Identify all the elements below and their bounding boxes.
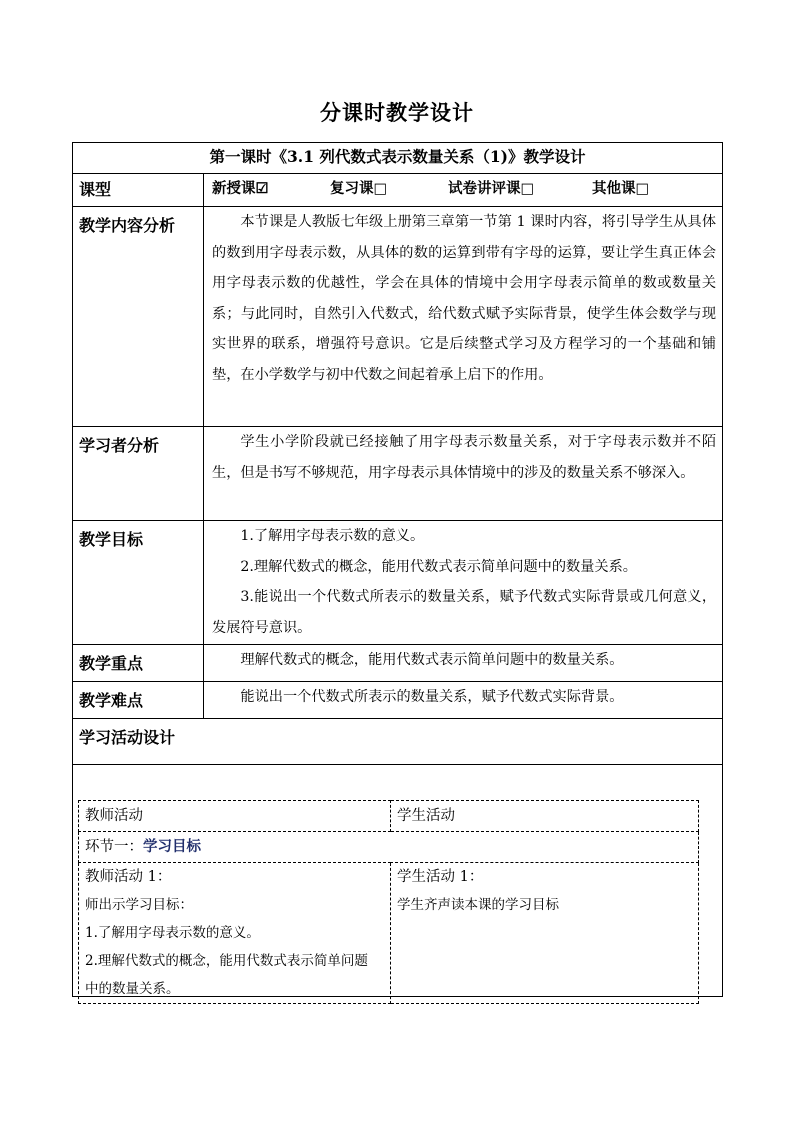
key-points-label: 教学重点 [73, 645, 204, 682]
learner-analysis-cell [204, 427, 723, 521]
teacher-activity-header: 教师活动 [79, 801, 391, 832]
difficulties-label: 教学难点 [73, 682, 204, 719]
teacher-activity-line: 2.理解代数式的概念，能用代数式表示简单问题 [85, 953, 368, 969]
document-title: 分课时教学设计 [320, 100, 474, 125]
activity-table [78, 800, 699, 1004]
lesson-subtitle: 第一课时《3.1 列代数式表示数量关系（1)》教学设计 [73, 143, 723, 174]
option-other-lesson: 其他课□ [592, 180, 650, 197]
content-analysis-cell [204, 207, 723, 427]
option-review-lesson: 复习课□ [330, 180, 388, 197]
student-activity-title: 学生活动 1： [397, 869, 484, 885]
step-one-row [79, 832, 699, 863]
objective-item: 2.理解代数式的概念，能用代数式表示简单问题中的数量关系。 [240, 558, 637, 575]
learner-analysis-label: 学习者分析 [73, 427, 204, 521]
teacher-activity-line: 中的数量关系。 [85, 981, 180, 997]
objective-item: 1.了解用字母表示数的意义。 [240, 528, 425, 544]
step-prefix: 环节一： [85, 839, 143, 855]
content-analysis-text: 本节课是人教版七年级上册第三章第一节第 1 课时内容，将引导学生从具体的数到用字母表示数，从具体的数的运算到带有字母的运算，要让学生真正体会用字母表示数的优越性，学会在具体的情境中会用字母表示简单的数或数量关系；与此同时，自然引入代数式，给代数式赋予实际背景，使学生体会数学与现实世界的联系，增强符号意识。它是后续整式学习及方程学习的一个基础和铺垫，在小学数学与初中代数之间起着承上启下的作用。 [212, 214, 717, 383]
objective-item: 3.能说出一个代数式所表示的数量关系，赋予代数式实际背景或几何意义，发展符号意识。 [212, 589, 717, 636]
teacher-activity-line: 1.了解用字母表示数的意义。 [85, 925, 260, 941]
step-name: 学习目标 [143, 838, 201, 855]
key-points-text: 理解代数式的概念，能用代数式表示简单问题中的数量关系。 [240, 652, 624, 668]
student-activity-line: 学生齐声读本课的学习目标 [397, 897, 559, 913]
lesson-type-options [204, 174, 723, 207]
learner-analysis-text: 学生小学阶段就已经接触了用字母表示数量关系，对于字母表示数并不陌生，但是书写不够规范，用字母表示具体情境中的涉及的数量关系不够深入。 [212, 434, 717, 481]
teacher-activity-title: 教师活动 1： [85, 869, 172, 885]
activity-table-wrap [78, 800, 698, 1004]
key-points-cell [204, 645, 723, 682]
teacher-activity-line: 师出示学习目标： [85, 897, 193, 913]
teacher-activity-cell [79, 863, 391, 1004]
student-activity-cell [391, 863, 699, 1004]
lesson-type-label: 课型 [73, 174, 204, 207]
option-exam-review-lesson: 试卷讲评课□ [448, 180, 535, 197]
difficulties-text: 能说出一个代数式所表示的数量关系，赋予代数式实际背景。 [240, 689, 624, 705]
content-analysis-label: 教学内容分析 [73, 207, 204, 427]
difficulties-cell [204, 682, 723, 719]
student-activity-header: 学生活动 [391, 801, 699, 832]
objectives-cell [204, 521, 723, 645]
option-new-lesson: 新授课☑ [212, 180, 269, 197]
activity-design-label: 学习活动设计 [73, 719, 723, 765]
objectives-label: 教学目标 [73, 521, 204, 645]
